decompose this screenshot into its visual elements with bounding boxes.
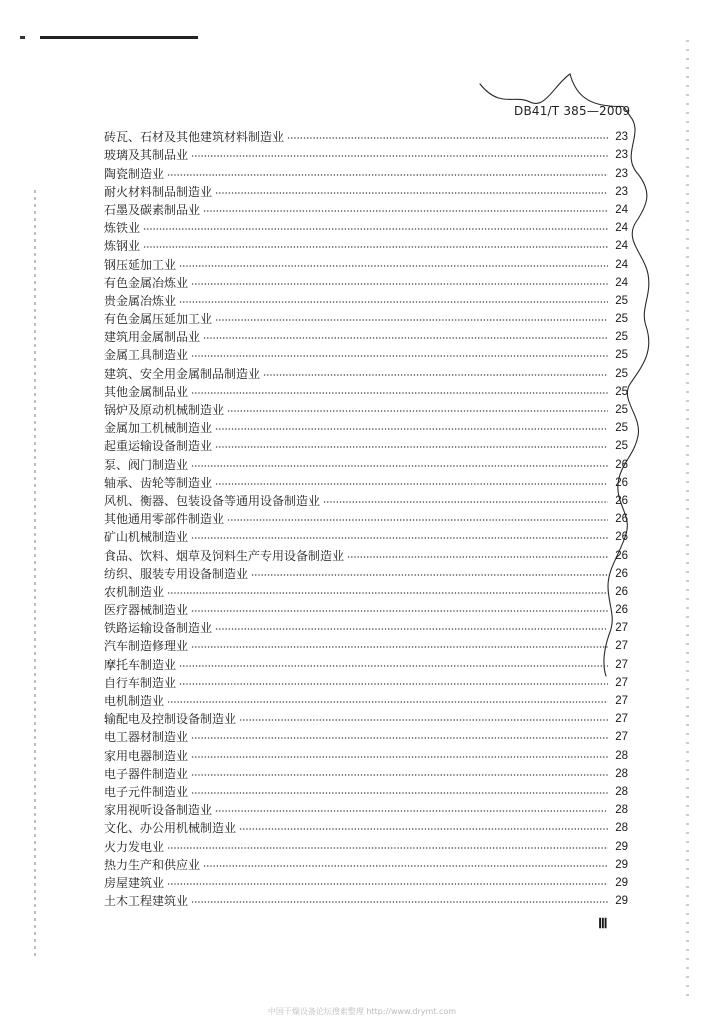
toc-entry-page: 25 xyxy=(615,294,628,307)
toc-leader-dots xyxy=(191,153,608,159)
toc-entry-label: 陶瓷制造业 xyxy=(104,166,165,181)
toc-entry-page: 26 xyxy=(615,585,628,598)
toc-entry-page: 26 xyxy=(615,458,628,471)
toc-entry xyxy=(104,763,628,781)
toc-entry xyxy=(104,508,628,526)
toc-leader-dots xyxy=(179,263,608,269)
toc-leader-dots xyxy=(251,572,608,578)
toc-entry xyxy=(104,472,628,490)
toc-entry-page: 24 xyxy=(615,240,628,253)
toc-entry xyxy=(104,217,628,235)
toc-entry-label: 输配电及控制设备制造业 xyxy=(104,712,237,727)
toc-leader-dots xyxy=(143,244,608,250)
toc-entry-label: 炼铁业 xyxy=(104,221,141,236)
toc-entry-page: 25 xyxy=(615,385,628,398)
toc-leader-dots xyxy=(167,845,608,851)
toc-leader-dots xyxy=(191,899,608,905)
toc-entry-page: 28 xyxy=(615,804,628,817)
toc-entry-page: 23 xyxy=(615,185,628,198)
toc-entry-label: 砖瓦、石材及其他建筑材料制造业 xyxy=(104,130,285,145)
toc-leader-dots xyxy=(191,353,608,359)
toc-entry xyxy=(104,399,628,417)
toc-leader-dots xyxy=(347,554,608,560)
toc-entry-label: 耐火材料制品制造业 xyxy=(104,184,213,199)
toc-entry-page: 28 xyxy=(615,767,628,780)
document-code: DB41/T 385—2009 xyxy=(514,104,631,118)
toc-entry-page: 25 xyxy=(615,422,628,435)
toc-entry-page: 25 xyxy=(615,313,628,326)
toc-entry-label: 土木工程建筑业 xyxy=(104,894,189,909)
toc-entry xyxy=(104,181,628,199)
toc-leader-dots xyxy=(179,299,608,305)
toc-leader-dots xyxy=(227,517,608,523)
toc-leader-dots xyxy=(215,481,608,487)
toc-entry-page: 27 xyxy=(615,695,628,707)
toc-leader-dots xyxy=(215,426,608,432)
toc-leader-dots xyxy=(191,644,608,650)
toc-leader-dots xyxy=(167,881,608,887)
toc-entry-label: 自行车制造业 xyxy=(104,675,177,690)
toc-entry xyxy=(104,162,628,180)
binding-edge-left xyxy=(34,190,36,960)
toc-entry xyxy=(104,453,628,471)
table-of-contents xyxy=(104,126,628,908)
toc-entry-label: 起重运输设备制造业 xyxy=(104,439,213,454)
toc-leader-dots xyxy=(239,826,608,832)
toc-entry-page: 26 xyxy=(615,567,628,580)
toc-leader-dots xyxy=(239,717,608,723)
toc-entry xyxy=(104,890,628,908)
toc-entry-page: 26 xyxy=(615,513,628,526)
toc-entry-label: 玻璃及其制品业 xyxy=(104,148,189,163)
toc-entry-page: 23 xyxy=(615,131,628,144)
toc-entry-label: 农机制造业 xyxy=(104,584,165,599)
toc-leader-dots xyxy=(203,208,608,214)
toc-leader-dots xyxy=(215,808,608,814)
toc-entry xyxy=(104,235,628,253)
toc-entry-page: 28 xyxy=(615,749,628,762)
toc-entry-page: 23 xyxy=(615,167,628,180)
toc-entry-label: 其他通用零部件制造业 xyxy=(104,512,225,527)
toc-entry xyxy=(104,726,628,744)
toc-entry-label: 摩托车制造业 xyxy=(104,657,177,672)
toc-entry-label: 建筑、安全用金属制品制造业 xyxy=(104,366,261,381)
toc-entry xyxy=(104,817,628,835)
toc-entry xyxy=(104,326,628,344)
toc-entry-label: 医疗器械制造业 xyxy=(104,603,189,618)
toc-entry xyxy=(104,253,628,271)
toc-entry-page: 26 xyxy=(615,494,628,507)
toc-leader-dots xyxy=(191,463,608,469)
toc-entry-label: 热力生产和供应业 xyxy=(104,857,201,872)
top-rule xyxy=(40,36,198,39)
toc-leader-dots xyxy=(167,590,608,596)
toc-leader-dots xyxy=(191,608,608,614)
toc-entry xyxy=(104,599,628,617)
toc-entry xyxy=(104,290,628,308)
toc-entry-page: 25 xyxy=(615,367,628,380)
toc-entry-label: 铁路运输设备制造业 xyxy=(104,621,213,636)
toc-entry xyxy=(104,544,628,562)
toc-leader-dots xyxy=(143,226,608,232)
toc-entry-label: 电机制造业 xyxy=(104,694,165,708)
toc-entry-label: 有色金属压延加工业 xyxy=(104,312,213,327)
toc-entry-label: 石墨及碳素制品业 xyxy=(104,202,201,217)
toc-entry xyxy=(104,635,628,653)
toc-entry xyxy=(104,653,628,671)
toc-leader-dots xyxy=(227,408,608,414)
toc-entry-page: 27 xyxy=(615,640,628,653)
toc-leader-dots xyxy=(191,390,608,396)
toc-entry-label: 纺织、服装专用设备制造业 xyxy=(104,566,249,581)
toc-entry xyxy=(104,490,628,508)
toc-entry xyxy=(104,381,628,399)
toc-entry xyxy=(104,435,628,453)
toc-leader-dots xyxy=(191,535,608,541)
toc-leader-dots xyxy=(191,772,608,778)
toc-entry-label: 食品、饮料、烟草及饲料生产专用设备制造业 xyxy=(104,548,345,563)
toc-entry-page: 27 xyxy=(615,731,628,744)
toc-entry-label: 其他金属制品业 xyxy=(104,384,189,399)
toc-entry xyxy=(104,854,628,872)
toc-entry-page: 28 xyxy=(615,785,628,798)
toc-leader-dots xyxy=(167,172,608,178)
toc-entry xyxy=(104,744,628,762)
toc-entry-label: 风机、衡器、包装设备等通用设备制造业 xyxy=(104,493,321,508)
toc-entry xyxy=(104,672,628,690)
toc-entry xyxy=(104,199,628,217)
toc-entry-page: 25 xyxy=(615,331,628,344)
toc-entry-label: 炼钢业 xyxy=(104,239,141,254)
toc-entry-page: 24 xyxy=(615,276,628,289)
toc-entry xyxy=(104,417,628,435)
toc-entry xyxy=(104,781,628,799)
toc-leader-dots xyxy=(287,135,608,141)
toc-entry xyxy=(104,308,628,326)
toc-entry-label: 文化、办公用机械制造业 xyxy=(104,821,237,836)
toc-entry-label: 电子器件制造业 xyxy=(104,766,189,781)
toc-entry xyxy=(104,617,628,635)
toc-leader-dots xyxy=(215,444,608,450)
toc-entry-label: 有色金属冶炼业 xyxy=(104,275,189,290)
toc-entry-page: 29 xyxy=(615,876,628,889)
scan-mark xyxy=(20,36,25,39)
toc-entry-page: 24 xyxy=(615,203,628,216)
toc-entry-page: 26 xyxy=(615,476,628,489)
toc-entry xyxy=(104,799,628,817)
toc-entry-label: 电子元件制造业 xyxy=(104,784,189,799)
toc-entry xyxy=(104,526,628,544)
toc-leader-dots xyxy=(215,626,608,632)
toc-entry-label: 建筑用金属制品业 xyxy=(104,330,201,345)
toc-entry-label: 房屋建筑业 xyxy=(104,875,165,890)
toc-entry-page: 28 xyxy=(615,822,628,835)
toc-leader-dots xyxy=(191,754,608,760)
toc-leader-dots xyxy=(203,335,608,341)
toc-leader-dots xyxy=(323,499,608,505)
toc-entry-label: 贵金属冶炼业 xyxy=(104,293,177,308)
footer-watermark: 中国干燥设备论坛搜索整理 http://www.drymt.com xyxy=(267,1007,457,1016)
toc-leader-dots xyxy=(179,663,608,669)
toc-entry xyxy=(104,872,628,890)
toc-entry-page: 26 xyxy=(615,604,628,617)
toc-entry-label: 家用视听设备制造业 xyxy=(104,803,213,818)
toc-leader-dots xyxy=(215,190,608,196)
toc-entry xyxy=(104,272,628,290)
toc-leader-dots xyxy=(191,281,608,287)
binding-edge-right xyxy=(686,40,689,1000)
toc-entry xyxy=(104,690,628,708)
toc-leader-dots xyxy=(179,681,608,687)
toc-entry xyxy=(104,126,628,144)
toc-entry-page: 27 xyxy=(615,713,628,726)
toc-entry xyxy=(104,563,628,581)
toc-entry-label: 轴承、齿轮等制造业 xyxy=(104,475,213,490)
toc-entry-label: 汽车制造修理业 xyxy=(104,639,189,654)
toc-leader-dots xyxy=(215,317,608,323)
toc-entry-page: 24 xyxy=(615,258,628,271)
toc-entry-page: 24 xyxy=(615,222,628,235)
toc-entry-page: 25 xyxy=(615,440,628,453)
toc-entry-label: 金属加工机械制造业 xyxy=(104,421,213,436)
toc-entry xyxy=(104,362,628,380)
toc-entry-label: 电工器材制造业 xyxy=(104,730,189,745)
toc-entry-label: 锅炉及原动机械制造业 xyxy=(104,403,225,417)
toc-entry xyxy=(104,344,628,362)
toc-entry-label: 矿山机械制造业 xyxy=(104,530,189,545)
toc-leader-dots xyxy=(191,735,608,741)
toc-entry xyxy=(104,708,628,726)
page-number: Ⅲ xyxy=(598,917,608,932)
toc-entry-page: 23 xyxy=(615,149,628,162)
toc-entry-page: 27 xyxy=(615,676,628,689)
toc-entry xyxy=(104,144,628,162)
toc-entry-page: 27 xyxy=(615,658,628,671)
toc-leader-dots xyxy=(203,863,608,869)
toc-entry-label: 泵、阀门制造业 xyxy=(104,457,189,472)
toc-leader-dots xyxy=(167,699,608,705)
toc-entry xyxy=(104,835,628,853)
toc-entry-page: 29 xyxy=(615,840,628,853)
toc-entry-label: 家用电器制造业 xyxy=(104,748,189,763)
toc-entry-page: 26 xyxy=(615,531,628,544)
toc-leader-dots xyxy=(191,790,608,796)
toc-entry-label: 钢压延加工业 xyxy=(104,257,177,272)
toc-entry-page: 27 xyxy=(615,622,628,635)
toc-entry-label: 火力发电业 xyxy=(104,839,165,854)
toc-entry-label: 金属工具制造业 xyxy=(104,348,189,363)
toc-leader-dots xyxy=(263,372,608,378)
toc-entry-page: 26 xyxy=(615,549,628,562)
toc-entry-page: 25 xyxy=(615,349,628,362)
toc-entry-page: 29 xyxy=(615,895,628,908)
toc-entry-page: 25 xyxy=(615,404,628,416)
toc-entry xyxy=(104,581,628,599)
toc-entry-page: 29 xyxy=(615,858,628,871)
